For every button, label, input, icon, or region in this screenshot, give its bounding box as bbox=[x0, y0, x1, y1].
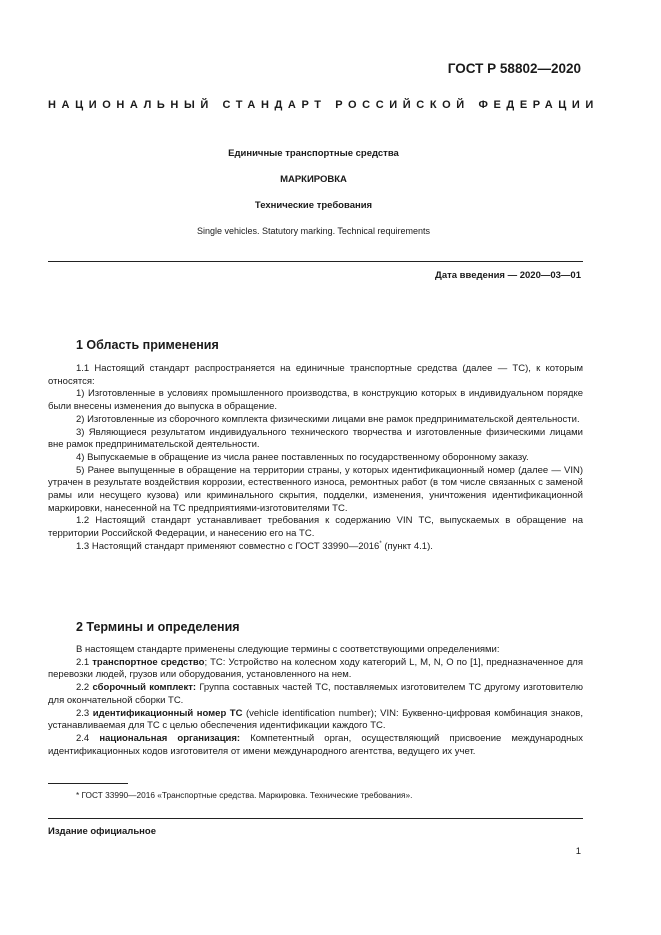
paragraph-1-3-tail: (пункт 4.1). bbox=[381, 540, 433, 552]
paragraph-1-1-item-2: 2) Изготовленные из сборочного комплекта физическими лицами вне рамок предпринимательской деятельности. bbox=[76, 413, 580, 425]
term-2-2-number: 2.2 bbox=[76, 682, 93, 694]
term-2-3-definition: (vehicle identification number); VIN: Буквенно-цифровая комбинация знаков, устанавливаемая для ТС с целью обеспечения идентификации каждого ТС. bbox=[48, 707, 583, 732]
term-2-3-number: 2.3 bbox=[76, 707, 93, 719]
paragraph-1-3 bbox=[48, 541, 583, 554]
title-english: Single vehicles. Statutory marking. Technical requirements bbox=[197, 226, 430, 236]
term-2-1 bbox=[48, 657, 583, 682]
term-2-1-number: 2.1 bbox=[76, 656, 93, 668]
introduction-date: Дата введения — 2020—03—01 bbox=[435, 270, 581, 281]
footnote-divider bbox=[48, 783, 128, 784]
paragraph-1-1-item-5: 5) Ранее выпущенные в обращение на территории страны, у которых идентификационный номер (далее — VIN) утрачен в результате воздействия коррозии, естественного износа, ремонтных работ (в том числе связанных с заменой рамы или несущего кузова) или криминального скрытия, подделки, изменения, уничтожения идентификационной маркировки, нанесенной на ТС предприятиями-изготовителями ТС. bbox=[48, 464, 583, 514]
section-2-title: 2 Термины и определения bbox=[76, 620, 240, 634]
term-2-3-term: идентификационный номер ТС bbox=[92, 707, 243, 719]
paragraph-1-1-item-1: 1) Изготовленные в условиях промышленного производства, в конструкцию которых в индивидуальном порядке были внесены изменения до выпуска в обращение. bbox=[48, 388, 583, 413]
term-2-4 bbox=[48, 733, 583, 758]
section-2-body bbox=[48, 644, 583, 758]
section-1-title: 1 Область применения bbox=[76, 338, 219, 352]
term-2-2-term: сборочный комплект: bbox=[92, 682, 197, 694]
footer-divider bbox=[48, 818, 583, 819]
national-standard-heading: НАЦИОНАЛЬНЫЙ СТАНДАРТ РОССИЙСКОЙ ФЕДЕРАЦИИ bbox=[48, 99, 599, 111]
term-2-3 bbox=[48, 708, 583, 733]
paragraph-1-2: 1.2 Настоящий стандарт устанавливает требования к содержанию VIN ТС, выпускаемых в обращение на территории Российской Федерации, и нанесению его на ТС. bbox=[48, 515, 583, 540]
term-2-4-number: 2.4 bbox=[76, 732, 100, 744]
term-2-2-definition: Группа составных частей ТС, поставляемых изготовителем ТС другому изготовителю для окончательной сборки ТС. bbox=[48, 682, 583, 706]
gost-number: ГОСТ Р 58802—2020 bbox=[447, 61, 581, 76]
paragraph-1-3-text: 1.3 Настоящий стандарт применяют совместно с ГОСТ 33990—2016 bbox=[76, 540, 380, 552]
paragraph-1-1: 1.1 Настоящий стандарт распространяется на единичные транспортные средства (далее — ТС), к которым относятся: bbox=[48, 363, 583, 387]
page-number: 1 bbox=[575, 846, 581, 857]
header-divider bbox=[48, 261, 583, 262]
section-2-intro: В настоящем стандарте применены следующие термины с соответствующими определениями: bbox=[76, 644, 500, 655]
term-2-2 bbox=[48, 682, 583, 707]
title-requirements: Технические требования bbox=[254, 200, 373, 211]
paragraph-1-1-item-4: 4) Выпускаемые в обращение из числа ранее поставленных по государственному оборонному заказу. bbox=[76, 451, 529, 463]
term-2-4-term: национальная организация: bbox=[99, 732, 241, 744]
term-2-1-term: транспортное средство bbox=[92, 656, 205, 668]
title-main: Единичные транспортные средства bbox=[228, 148, 399, 159]
footnote-mark: * bbox=[379, 540, 382, 547]
footnote: * ГОСТ 33990—2016 «Транспортные средства. Маркировка. Технические требования». bbox=[76, 790, 413, 800]
term-2-1-definition: ; ТС: Устройство на колесном ходу категорий L, M, N, O по [1], предназначенное для перевозки людей, грузов или оборудования, установленного на нем. bbox=[48, 656, 583, 681]
term-2-4-definition: Компетентный орган, осуществляющий присвоение международных идентификационных кодов изготовителя от имени международного агентства, ведущего их учет. bbox=[48, 732, 584, 757]
section-1-body bbox=[48, 363, 583, 554]
title-sub: МАРКИРОВКА bbox=[280, 174, 347, 185]
paragraph-1-1-item-3: 3) Являющиеся результатом индивидуального технического творчества и изготовленные физическими лицами вне рамок предпринимательской деятельности. bbox=[48, 426, 583, 451]
official-edition-label: Издание официальное bbox=[48, 826, 156, 837]
